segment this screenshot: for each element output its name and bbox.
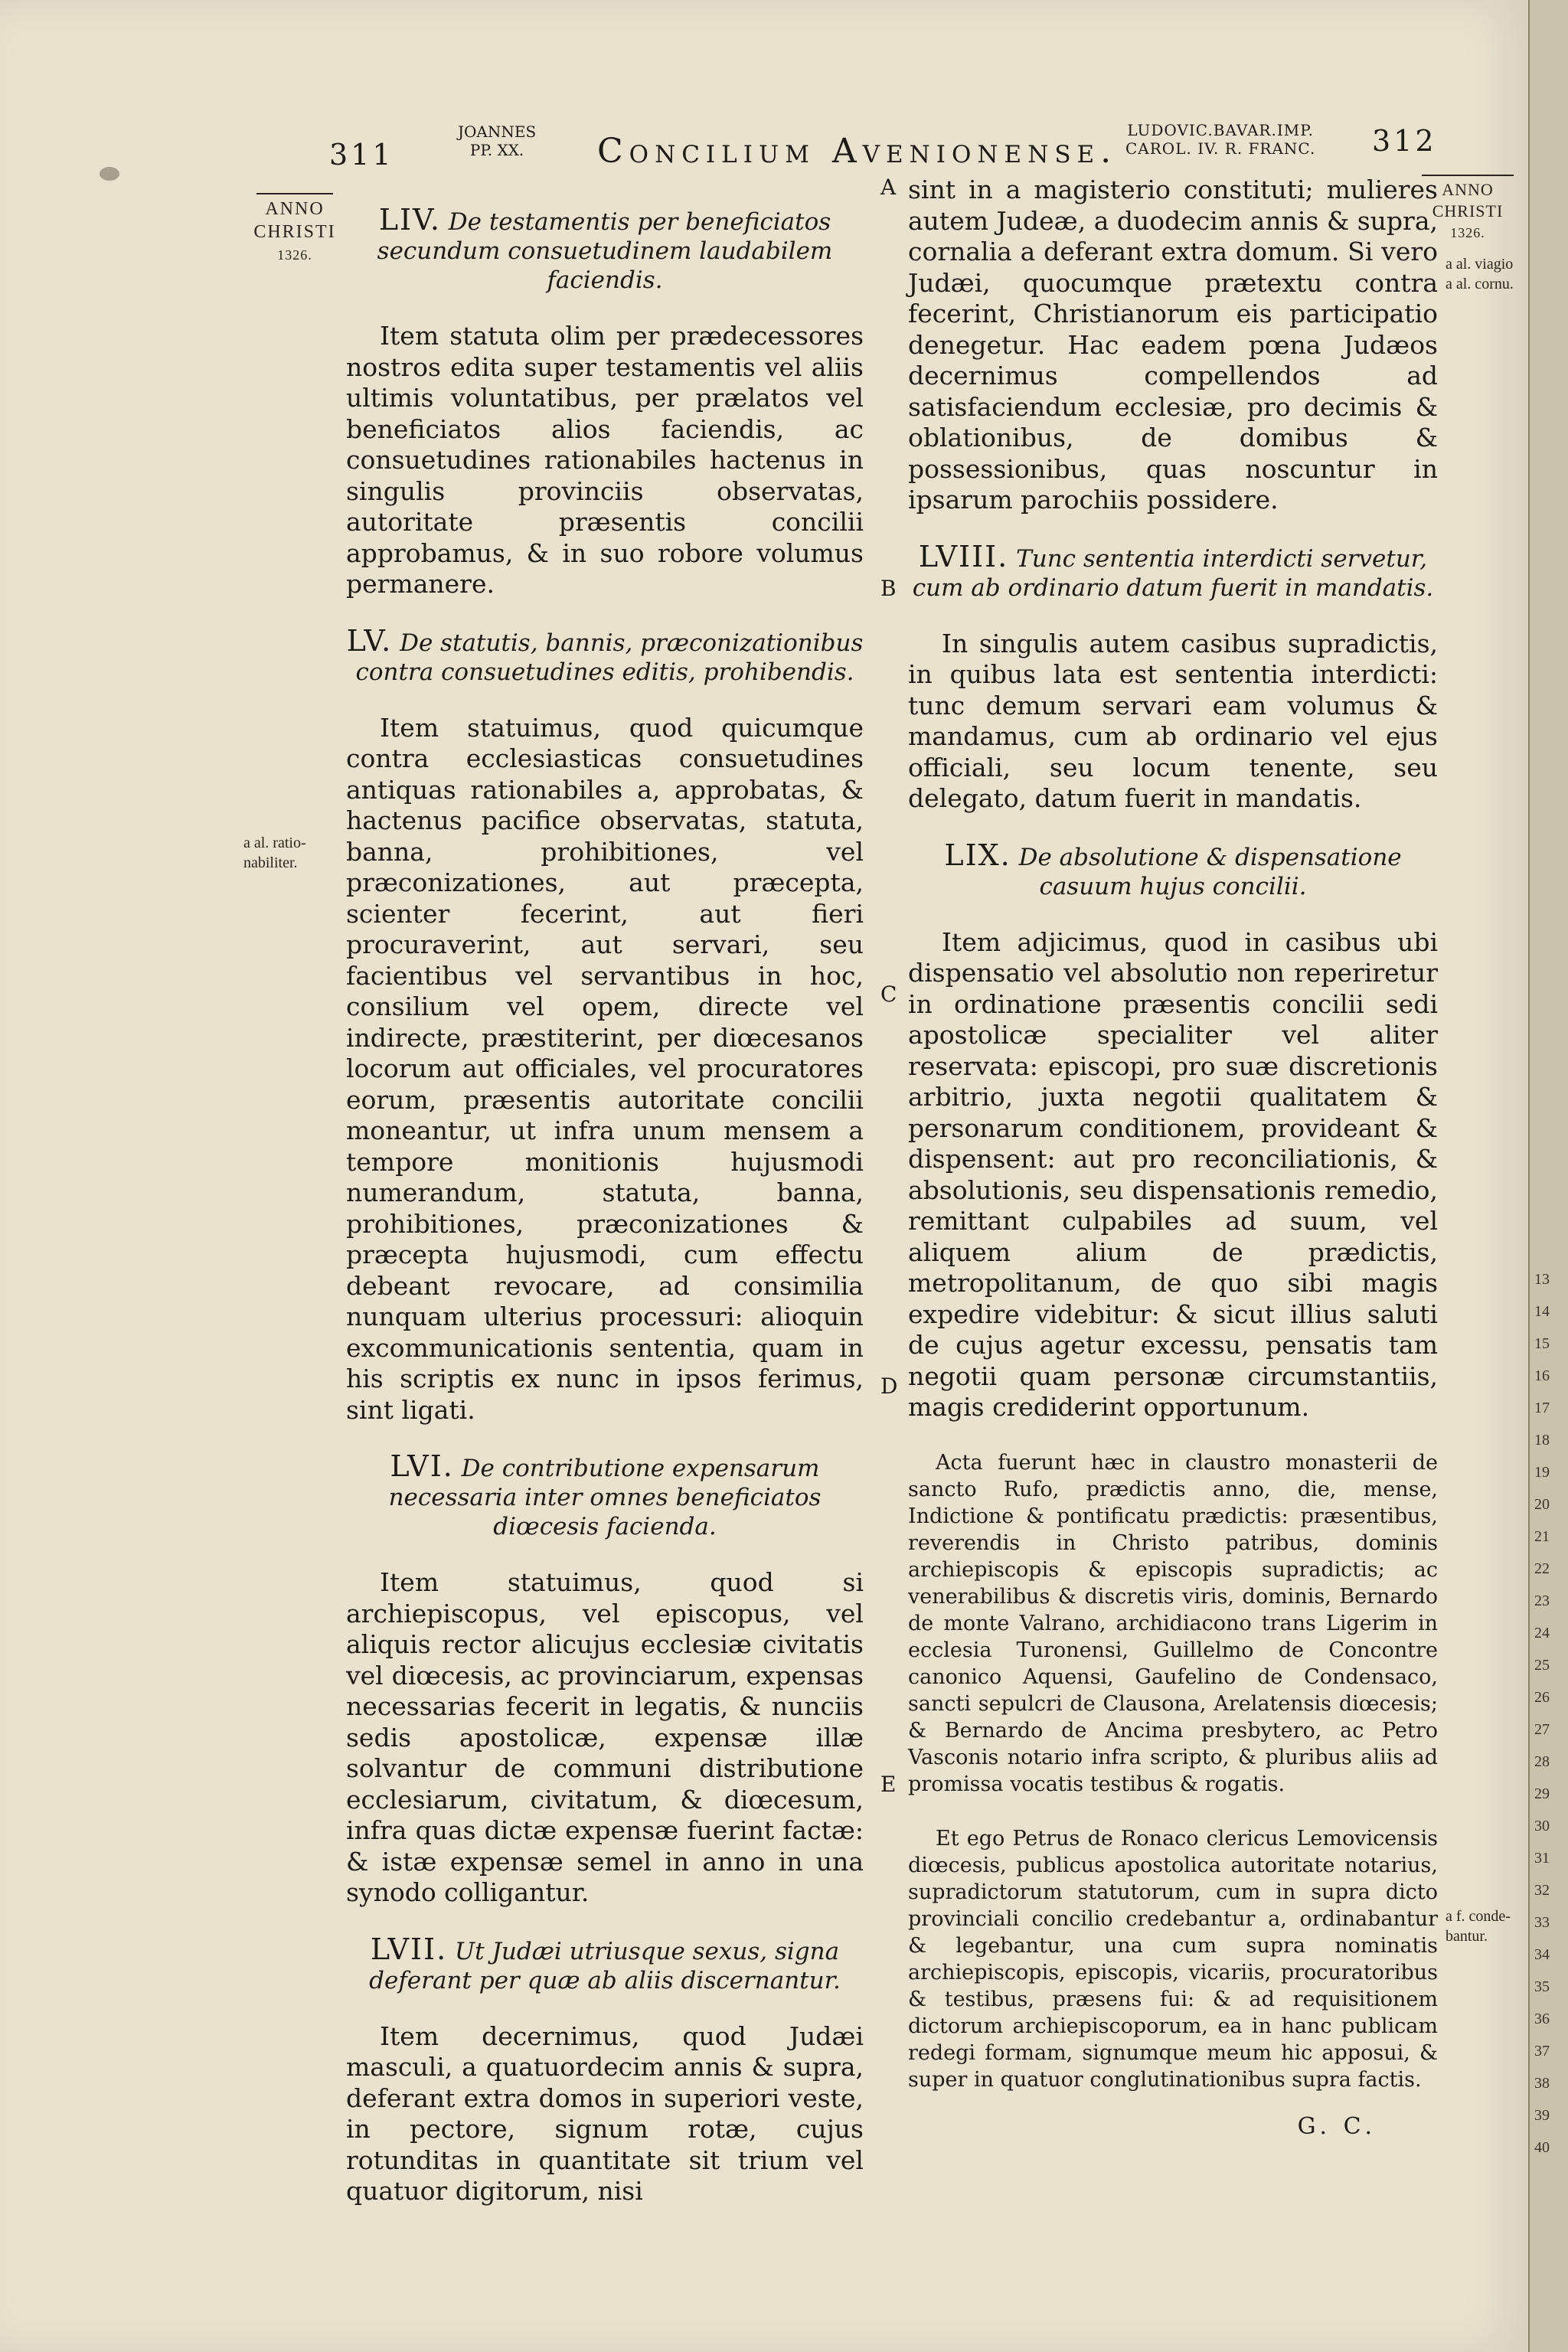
section-heading: LVI. De contributione expensarum necessaria inter omnes beneficiatos diœcesis facienda. — [388, 1449, 822, 1540]
anno-christi-left: ANNO CHRISTI 1326. — [253, 193, 337, 266]
running-header — [0, 115, 1528, 176]
facing-page-line-number: 26 — [1534, 1689, 1550, 1706]
facing-page-line-number: 24 — [1534, 1625, 1550, 1642]
anno-christi-right: ANNO CHRISTI 1326. — [1418, 175, 1517, 243]
facing-page-line-number: 37 — [1534, 2043, 1550, 2060]
section-text: Item statuta olim per prædecessores nostros edita super testamentis vel aliis ultimis voluntatibus, per prælatos vel beneficiatos alios faciendis, ac consuetudines rationabiles hactenus in singulis provinciis observatas, autoritate præsentis concilii approbamus, & in suo robore volumus permanere. — [346, 321, 864, 599]
section-letter-e: E — [880, 1772, 897, 1797]
facing-page-line-number: 32 — [1534, 1882, 1550, 1899]
facing-page-line-number: 33 — [1534, 1914, 1550, 1931]
running-title: Concilium Avenionense. — [597, 132, 1118, 171]
facing-page-line-number: 16 — [1534, 1367, 1550, 1384]
facing-page-line-number: 35 — [1534, 1978, 1550, 1995]
marginal-note-right-top: a al. viagio a al. cornu. — [1446, 256, 1514, 292]
facing-page-line-number: 30 — [1534, 1818, 1550, 1834]
facing-page-line-number: 14 — [1534, 1303, 1550, 1320]
facing-page-line-number: 22 — [1534, 1560, 1550, 1577]
section-letter-c: C — [880, 982, 897, 1007]
section-letter-b: B — [880, 576, 897, 601]
notary-paragraph: Et ego Petrus de Ronaco clericus Lemovicensis diœcesis, publicus apostolica autoritate notarius, supradictorum statutorum, cum in supra dicto provinciali concilio credebantur a, ordinabantur & legebantur, una cum supra nominatis archiepiscopis, episcopis, vicariis, procuratoribus & testibus, præsens fui: & ad requisitionem dictorum archiepiscoporum, ea in hanc publicam redegi formam, signumque meum hic apposui, & super in quatuor conglutinationibus supra factis. — [908, 1826, 1438, 2092]
facing-page-line-number: 19 — [1534, 1464, 1550, 1481]
acta-paragraph: Acta fuerunt hæc in claustro monasterii de sancto Rufo, prædictis anno, die, mense, Indictione & pontificatu prædictis: præsentibus, reverendis in Christo patribus, dominis archiepiscopis & episcopis supradictis; ac venerabilibus & discretis viris, dominis, Bernardo de monte Valrano, archidiacono trans Ligerim in ecclesia Turonensi, Guillelmo de Concontre canonico Aquensi, Gaufelino de Condensaco, sancti sepulcri de Clausona, Arelatensis diœcesis; & Bernardo de Ancima presbytero, ac Petro Vasconis notario infra scripto, & pluribus aliis ad promissa vocatis testibus & rogatis. — [908, 1450, 1438, 1796]
facing-page-line-number: 36 — [1534, 2011, 1550, 2027]
facing-page-line-number: 17 — [1534, 1400, 1550, 1416]
facing-page-line-number: 18 — [1534, 1432, 1550, 1449]
notary-signoff: G. C. — [1297, 2112, 1377, 2140]
facing-page-line-number: 40 — [1534, 2139, 1550, 2156]
left-column — [346, 205, 864, 2233]
section-heading: LIV. De testamentis per beneficiatos secundum consuetudinem laudabilem faciendis. — [377, 203, 833, 294]
section-text: Item adjicimus, quod in casibus ubi dispensatio vel absolutio non reperiretur in ordinatione præsentis concilii sedi apostolicæ specialiter vel aliter reservata: episcopi, pro suæ discretionis arbitrio, juxta negotii qualitatem & personarum conditionem, provideant & dispensent: aut pro reconciliationis, & absolutionis, seu dispensationis remedio, remittant culpabiles ad suum, vel aliquem alium de prædictis, metropolitanum, de quo sibi magis expedire videbitur: & sicut illius saluti de cujus agetur excessu, pensatis tam negotii quam personæ circumstantiis, magis crediderint opportunum. — [908, 926, 1438, 1422]
facing-page-line-number: 31 — [1534, 1850, 1550, 1867]
page-number-left: 311 — [329, 138, 394, 172]
section-text: Item statuimus, quod quicumque contra ecclesiasticas consuetudines antiquas rationabiles a, approbatas, & hactenus pacifice observatas, statuta, banna, prohibitiones, vel præconizationes, aut præcepta, scienter fecerint, aut fieri procuraverint, aut servari, seu facientibus vel servantibus in hoc, consilium vel opem, directe vel indirecte, præstiterint, per diœcesanos locorum aut officiales, vel procuratores eorum, præsentis autoritate concilii moneantur, ut infra unum mensem a tempore monitionis hujusmodi numerandum, statuta, banna, prohibitiones, præconizationes & præcepta hujusmodi, cum effectu debeant revocare, ad consimilia nunquam ulterius processuri: alioquin excommunicationis sententia, quam in his scriptis ex nunc in ipsos ferimus, sint ligati. — [346, 712, 864, 1425]
facing-page-line-number: 15 — [1534, 1335, 1550, 1352]
ruler-heading: LUDOVIC.BAVAR.IMP. CAROL. IV. R. FRANC. — [1125, 121, 1316, 158]
section-letter-a: A — [880, 175, 897, 200]
pope-heading: JOANNES PP. XX. — [458, 122, 537, 159]
facing-page-line-number: 25 — [1534, 1657, 1550, 1674]
page-number-right: 312 — [1372, 124, 1437, 158]
section-heading: LVII. Ut Judæi utriusque sexus, signa deferant per quæ ab aliis discernantur. — [369, 1932, 841, 1994]
marginal-note-right-bottom: a f. conde-bantur. — [1446, 1908, 1511, 1945]
section-heading: LV. De statutis, bannis, præconizationibus contra consuetudines editis, prohibendis. — [346, 623, 864, 686]
facing-page-line-number: 27 — [1534, 1721, 1550, 1738]
right-column — [908, 175, 1438, 2140]
facing-page-line-number: 21 — [1534, 1528, 1550, 1545]
facing-page-line-number: 28 — [1534, 1753, 1550, 1770]
facing-page-line-number: 23 — [1534, 1592, 1550, 1609]
facing-page-line-number: 34 — [1534, 1946, 1550, 1963]
facing-page-line-number: 39 — [1534, 2107, 1550, 2124]
marginal-note-left: a al. ratio-nabiliter. — [243, 835, 306, 871]
section-text: Item statuimus, quod si archiepiscopus, vel episcopus, vel aliquis rector alicujus ecclesiæ civitatis vel diœcesis, ac provinciarum, expensas necessarias fecerit in legatis, & nunciis sedis apostolicæ, expensæ illæ solvantur de communi distributione ecclesiarum, civitatum, & diœcesum, infra quas dictæ expensæ fuerint factæ: & istæ expensæ semel in anno in una synodo colligantur. — [346, 1567, 864, 1907]
facing-page-line-number: 13 — [1534, 1271, 1550, 1288]
section-heading: LIX. De absolutione & dispensatione casuum hujus concilii. — [944, 838, 1402, 900]
continued-text: sint in a magisterio constituti; mulieres autem Judeæ, a duodecim annis & supra, cornalia a deferant extra domum. Si vero Judæi, quocumque prætextu contra fecerint, Christianorum eis participatio denegetur. Hac eadem pœna Judæos decernimus compellendos ad satisfaciendum ecclesiæ, pro decimis & oblationibus, de domibus & possessionibus, quas noscuntur in ipsarum parochiis possidere. — [908, 175, 1438, 514]
facing-page-line-number: 20 — [1534, 1496, 1550, 1513]
section-text: Item decernimus, quod Judæi masculi, a quatuordecim annis & supra, deferant extra domos in superiori veste, in pectore, signum rotæ, cujus rotunditas in quantitate sit trium vel quatuor digitorum, nisi — [346, 2020, 864, 2206]
facing-page-line-number: 38 — [1534, 2075, 1550, 2092]
section-heading: LVIII. Tunc sententia interdicti servetur, cum ab ordinario datum fuerit in mandatis. — [912, 539, 1434, 602]
section-letter-d: D — [880, 1374, 898, 1399]
facing-page-edge — [1528, 0, 1568, 2352]
section-text: In singulis autem casibus supradictis, in quibus lata est sententia interdicti: tunc demum servari eam volumus & mandamus, cum ab ordinario vel ejus officiali, seu locum tenente, seu delegato, datum fuerit in mandatis. — [908, 628, 1438, 813]
facing-page-line-number: 29 — [1534, 1785, 1550, 1802]
